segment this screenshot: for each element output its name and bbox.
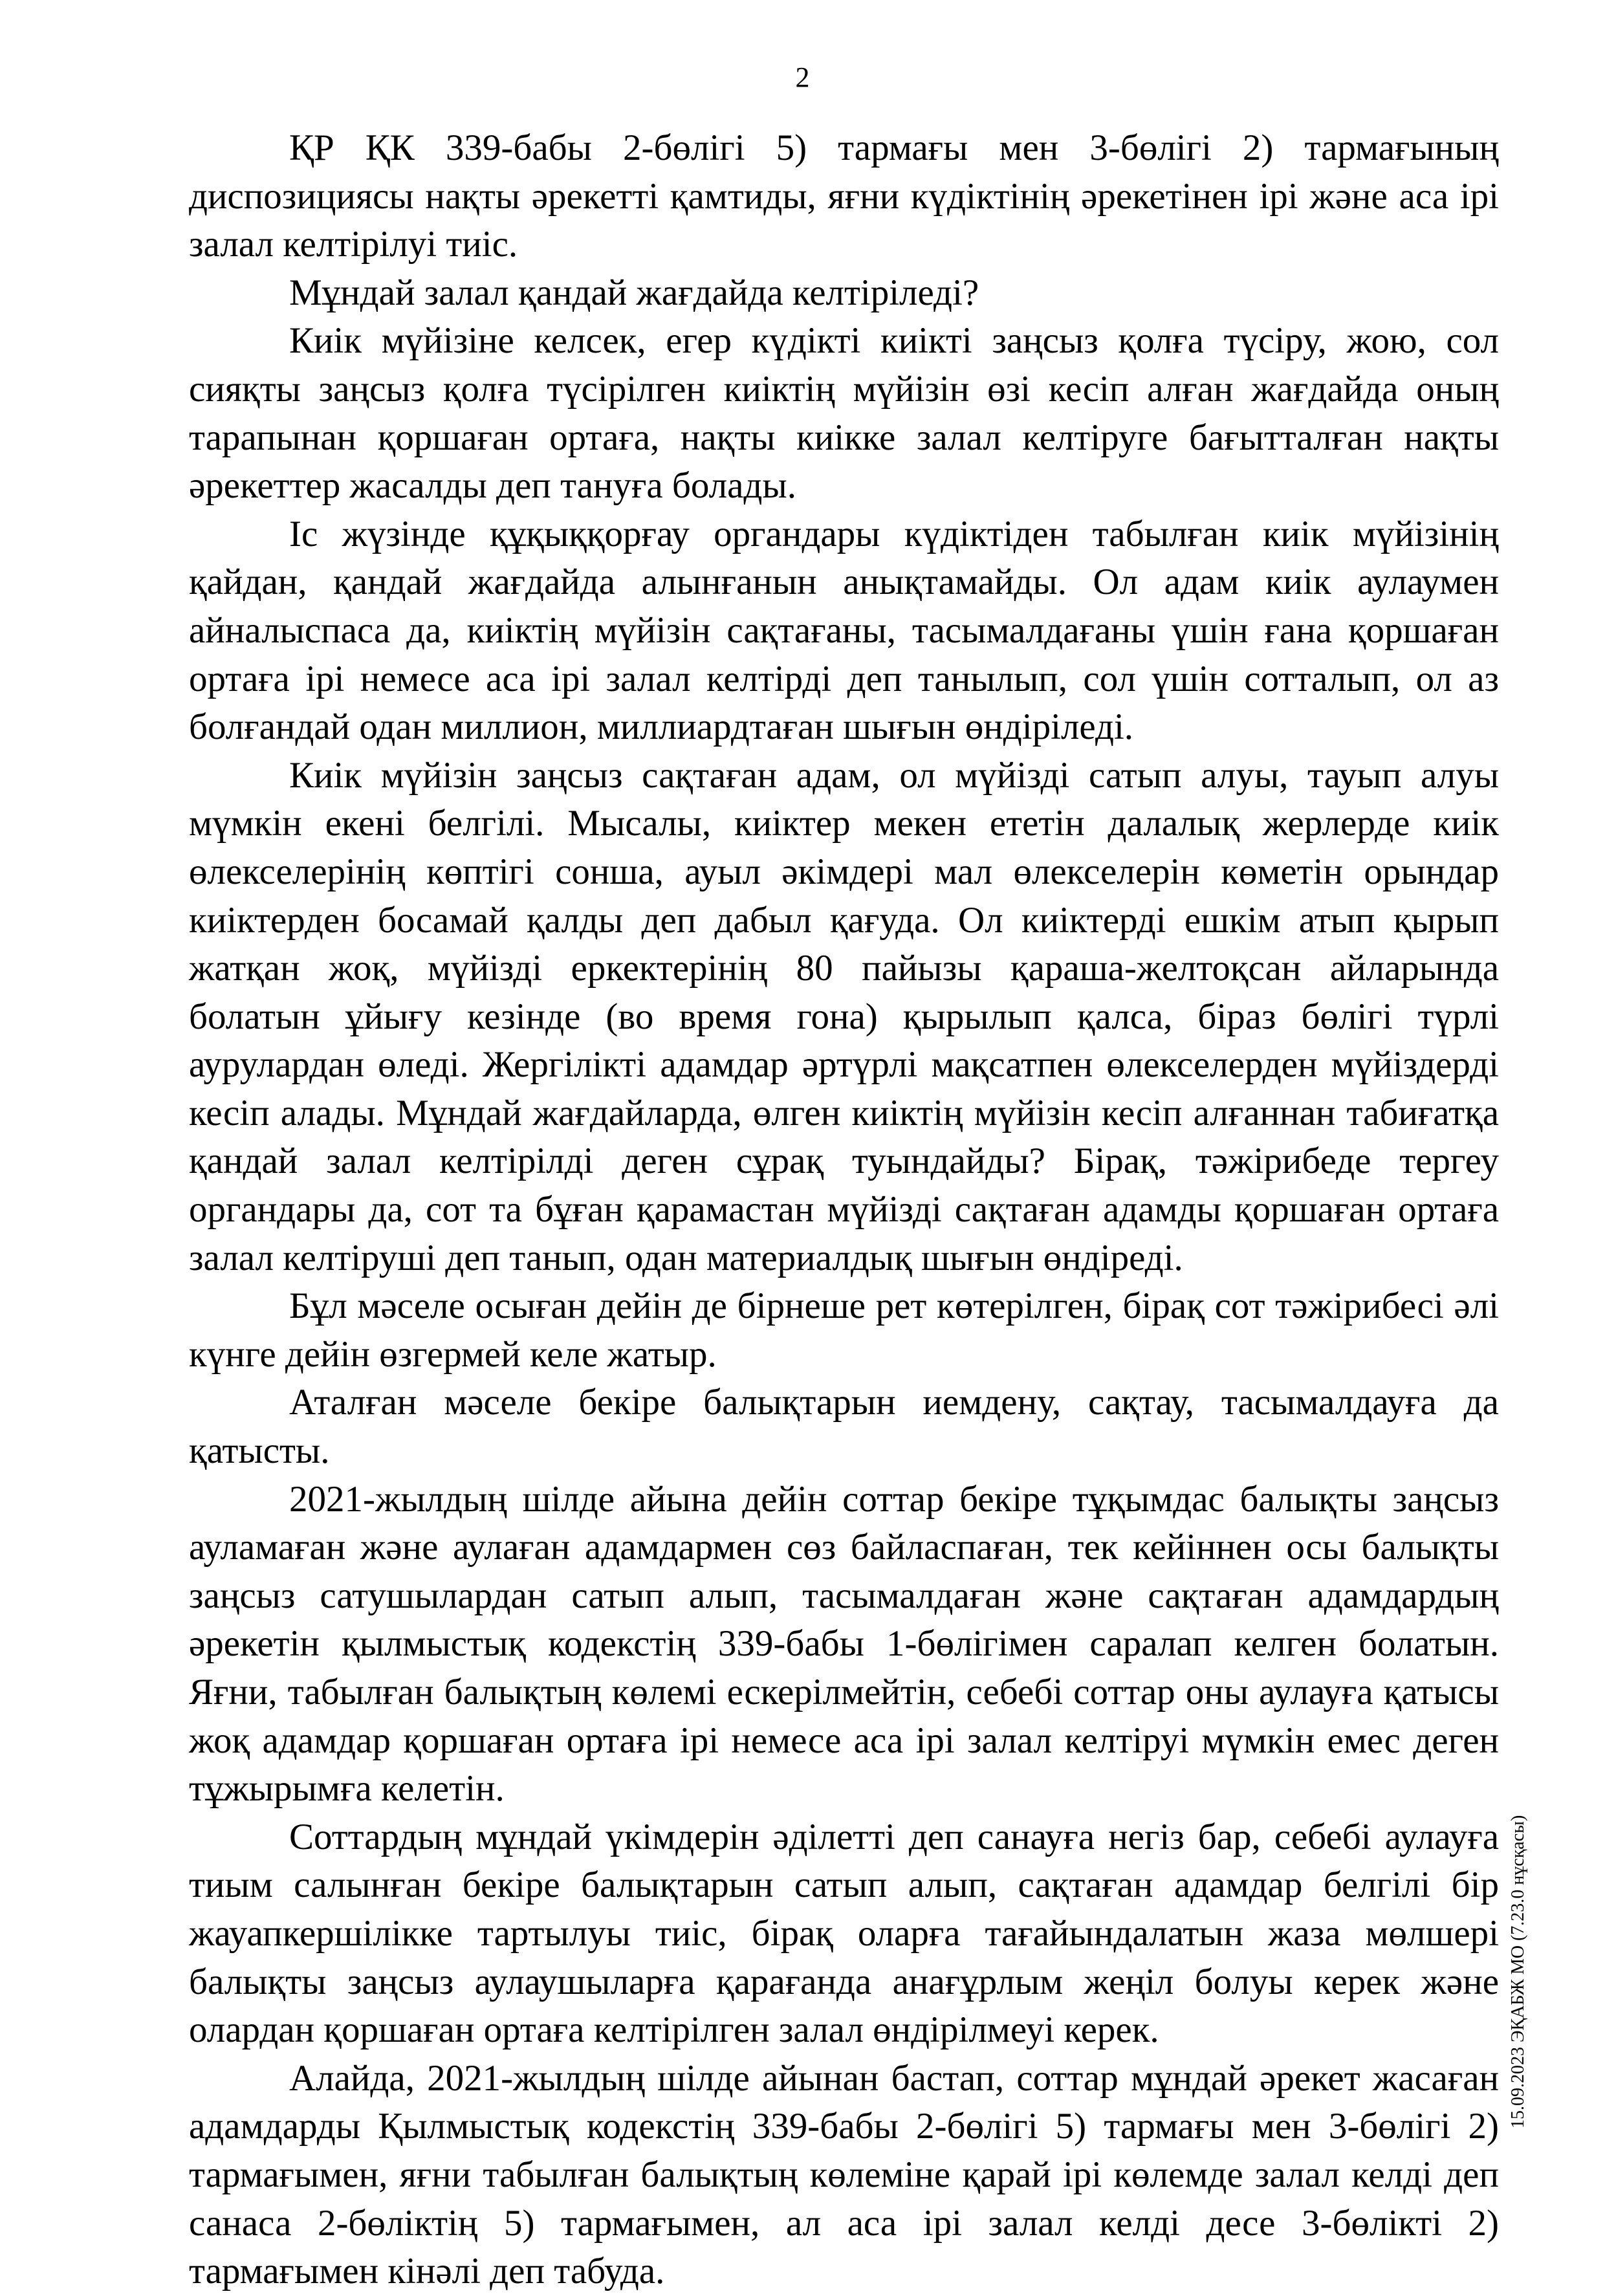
side-stamp: 15.09.2023 ЭҚАБЖ МО (7.23.0 нұсқасы) (1508, 1815, 1528, 2128)
paragraph: Киік мүйізін заңсыз сақтаған адам, ол мүйізді сатып алуы, тауып алуы мүмкін екені белгілі. Мысалы, киіктер мекен ететін далалық жерлерде киік өлекселерінің көптігі сонша, ауыл әкімдері мал өлекселерін көметін орындар киіктерден босамай қалды деп дабыл қағуда. Ол киіктерді ешкім атып қырып жатқан жоқ, мүйізді еркектерінің 80 пайызы қараша-желтоқсан айларында болатын ұйығу кезінде (во время гона) қырылып қалса, біраз бөлігі түрлі аурулардан өледі. Жергілікті адамдар әртүрлі мақсатпен өлекселерден мүйіздерді кесіп алады. Мұндай жағдайларда, өлген киіктің мүйізін кесіп алғаннан табиғатқа қандай залал келтірілді деген сұрақ туындайды? Бірақ, тәжірибеде тергеу органдары да, сот та бұған қарамастан мүйізді сақтаған адамды қоршаған ортаға залал келтіруші деп танып, одан материалдық шығын өндіреді. (189, 754, 1499, 1278)
paragraph: Соттардың мұндай үкімдерін әділетті деп санауға негіз бар, себебі аулауға тиым салынған бекіре балықтарын сатып алып, сақтаған адамдар белгілі бір жауапкершілікке тартылуы тиіс, бірақ оларға тағайындалатын жаза мөлшері балықты заңсыз аулаушыларға қарағанда анағұрлым жеңіл болуы керек және олардан қоршаған ортаға келтірілген залал өндірілмеуі керек. (189, 1816, 1499, 2051)
paragraph: Іс жүзінде құқыққорғау органдары күдіктіден табылған киік мүйізінің қайдан, қандай жағдайда алынғанын анықтамайды. Ол адам киік аулаумен айналыспаса да, киіктің мүйізін сақтағаны, тасымалдағаны үшін ғана қоршаған ортаға ірі немесе аса ірі залал келтірді деп танылып, сол үшін сотталып, ол аз болғандай одан миллион, миллиардтаған шығын өндіріледі. (189, 513, 1499, 748)
paragraph: Алайда, 2021-жылдың шілде айынан бастап, соттар мұндай әрекет жасаған адамдарды Қылмыстық кодекстің 339-бабы 2-бөлігі 5) тармағы мен 3-бөлігі 2) тармағымен, яғни табылған балықтың көлеміне қарай ірі көлемде залал келді деп санаса 2-бөліктің 5) тармағымен, ал аса ірі залал келді десе 3-бөлікті 2) тармағымен кінәлі деп табуда. (189, 2057, 1499, 2292)
paragraph: Бұл мәселе осыған дейін де бірнеше рет көтерілген, бірақ сот тәжірибесі әлі күнге дейін өзгермей келе жатыр. (189, 1285, 1499, 1375)
paragraph: Мұндай залал қандай жағдайда келтіріледі? (289, 272, 979, 313)
paragraph: 2021-жылдың шілде айына дейін соттар бекіре тұқымдас балықты заңсыз ауламаған және аулаған адамдармен сөз байласпаған, тек кейіннен осы балықты заңсыз сатушылардан сатып алып, тасымалдаған және сақтаған адамдардың әрекетін қылмыстық кодекстің 339-бабы 1-бөлігімен саралап келген болатын. Яғни, табылған балықтың көлемі ескерілмейтін, себебі соттар оны аулауға қатысы жоқ адамдар қоршаған ортаға ірі немесе аса ірі залал келтіруі мүмкін емес деген тұжырымға келетін. (189, 1478, 1499, 1809)
paragraph: Киік мүйізіне келсек, егер күдікті киікті заңсыз қолға түсіру, жою, сол сияқты заңсыз қолға түсірілген киіктің мүйізін өзі кесіп алған жағдайда оның тарапынан қоршаған ортаға, нақты киікке залал келтіруге бағытталған нақты әрекеттер жасалды деп тануға болады. (189, 320, 1499, 507)
page-number: 2 (795, 61, 810, 93)
document-body (189, 124, 1499, 2296)
paragraph: Аталған мәселе бекіре балықтарын иемдену, сақтау, тасымалдауға да қатысты. (189, 1382, 1499, 1472)
paragraph: ҚР ҚК 339-бабы 2-бөлігі 5) тармағы мен 3-бөлігі 2) тармағының диспозициясы нақты әрекетті қамтиды, яғни күдіктінің әрекетінен ірі және аса ірі залал келтірілуі тиіс. (189, 127, 1499, 265)
